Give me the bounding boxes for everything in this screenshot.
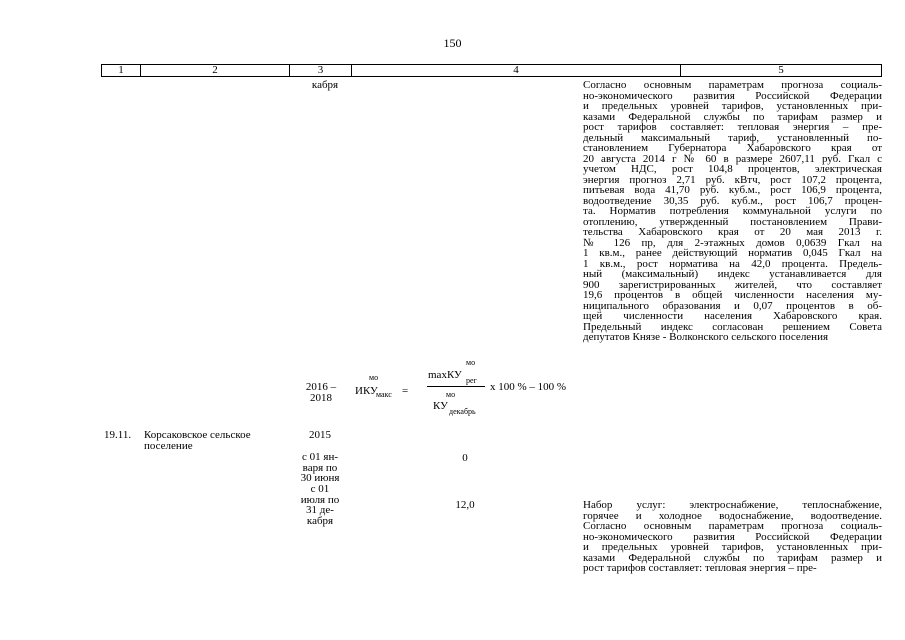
description-line: казами Федеральной службы по тарифам размер и — [583, 551, 882, 564]
formula-lhs-sub: макс — [376, 390, 392, 399]
formula-den-sup: мо — [446, 390, 456, 399]
description-line: питьевая вода 41,70 руб. куб.м., рост 106,9 процента, — [583, 184, 882, 196]
period-line: с 01 — [310, 483, 330, 495]
description-line: и предельных уровней тарифов, установленных при- — [583, 100, 882, 112]
value-1: 0 — [462, 452, 468, 464]
table-header — [101, 64, 882, 77]
fraction-line — [427, 386, 485, 387]
description-line: № 126 пр, для 2-этажных домов 0,0639 Гкал на — [583, 236, 882, 249]
description-line: 19,6 процентов в общей численности населения му- — [583, 289, 882, 301]
description-line: рост тарифов составляет: тепловая энергия – пре- — [583, 562, 817, 574]
settlement-name — [144, 430, 289, 451]
header-col-2: 2 — [141, 65, 290, 76]
description-line: щей численности населения Хабаровского края. — [583, 310, 882, 322]
description-line: горячее и холодное водоснабжение, водоотведение. — [583, 509, 882, 522]
description-line: энергия прогноз 2,71 руб. кВтч, рост 107,2 процента, — [583, 173, 882, 186]
row-number: 19.11. — [104, 429, 132, 441]
description-line: дельный максимальный тариф, установленный по- — [583, 131, 882, 144]
formula-den-sub: декабрь — [449, 407, 476, 416]
description-line: тельства Хабаровского края от 20 мая 2013 г. — [583, 226, 882, 238]
period-line: варя по — [302, 461, 338, 474]
formula-lhs-sup: мо — [369, 373, 379, 382]
formula-denominator: КУ — [433, 400, 448, 412]
formula-tail: x 100 % – 100 % — [490, 381, 567, 393]
description-block-1 — [583, 80, 882, 343]
period-line: 2018 — [310, 391, 332, 404]
formula-lhs: ИКУ — [355, 385, 378, 397]
description-line: депутатов Князе - Волконского сельского поселения — [583, 331, 829, 343]
description-line: Согласно основным параметрам прогноза социаль- — [583, 79, 882, 91]
formula-num-sub: рег — [466, 376, 477, 385]
description-line: и предельных уровней тарифов, установленных при- — [583, 541, 882, 553]
period-text — [296, 382, 346, 403]
description-line: рост тарифов составляет: тепловая энергия – пре- — [583, 121, 882, 133]
header-col-4: 4 — [352, 65, 681, 76]
description-line: та. Норматив потребления коммунальной услуги по — [583, 205, 882, 217]
description-line: ный (максимальный) индекс устанавливается для — [583, 268, 882, 280]
header-col-1: 1 — [102, 65, 141, 76]
period-line: 30 июня — [300, 472, 340, 484]
settlement-name-line: поселение — [144, 439, 193, 452]
description-line: учетом НДС, рост 104,8 процентов, электрическая — [583, 163, 882, 175]
period-line: кабря — [306, 514, 334, 527]
period-line: 2016 – — [305, 381, 337, 393]
formula-numerator: maxКУ — [428, 369, 462, 381]
period-1 — [295, 452, 345, 484]
formula-equals: = — [402, 385, 409, 397]
period-text: кабря — [311, 79, 339, 91]
description-line: отоплению, утвержденный постановлением Прави- — [583, 215, 882, 228]
description-line: казами Федеральной службы по тарифам размер и — [583, 110, 882, 123]
description-line: 1 кв.м., ранее действующий норматив 0,045 Гкал на — [583, 247, 882, 259]
period-line: с 01 ян- — [302, 451, 338, 463]
description-line: становлением Губернатора Хабаровского края от — [583, 142, 882, 154]
header-col-3: 3 — [290, 65, 352, 76]
year-text: 2015 — [309, 429, 331, 441]
formula-num-sup: мо — [466, 358, 476, 367]
description-line: Набор услуг: электроснабжение, теплоснабжение, — [583, 499, 882, 511]
header-col-5: 5 — [778, 64, 784, 76]
description-line: 1 кв.м., рост норматива на 42,0 процента. Предель- — [583, 257, 882, 270]
period-line: июля по — [300, 493, 340, 506]
page-number: 150 — [443, 36, 462, 50]
description-line: но-экономического развития Российской Федерации — [583, 89, 882, 102]
description-line: ниципального образования и 0,07 процентов в об- — [583, 299, 882, 312]
description-line: водоотведение 30,35 руб. куб.м., рост 106,7 процен- — [583, 194, 882, 207]
description-block-2 — [583, 500, 882, 574]
settlement-name-line: Корсаковское сельское — [144, 429, 251, 441]
description-line: но-экономического развития Российской Федерации — [583, 530, 882, 543]
description-line: Согласно основным параметрам прогноза социаль- — [583, 520, 882, 532]
period-line: 31 де- — [306, 504, 334, 516]
period-2 — [295, 484, 345, 526]
description-line: 900 зарегистрированных жителей, что составляет — [583, 278, 882, 291]
description-line: 20 августа 2014 г № 60 в размере 2607,11 руб. Гкал с — [583, 152, 882, 165]
description-line: Предельный индекс согласован решением Совета — [583, 320, 882, 333]
value-2: 12,0 — [455, 499, 475, 511]
